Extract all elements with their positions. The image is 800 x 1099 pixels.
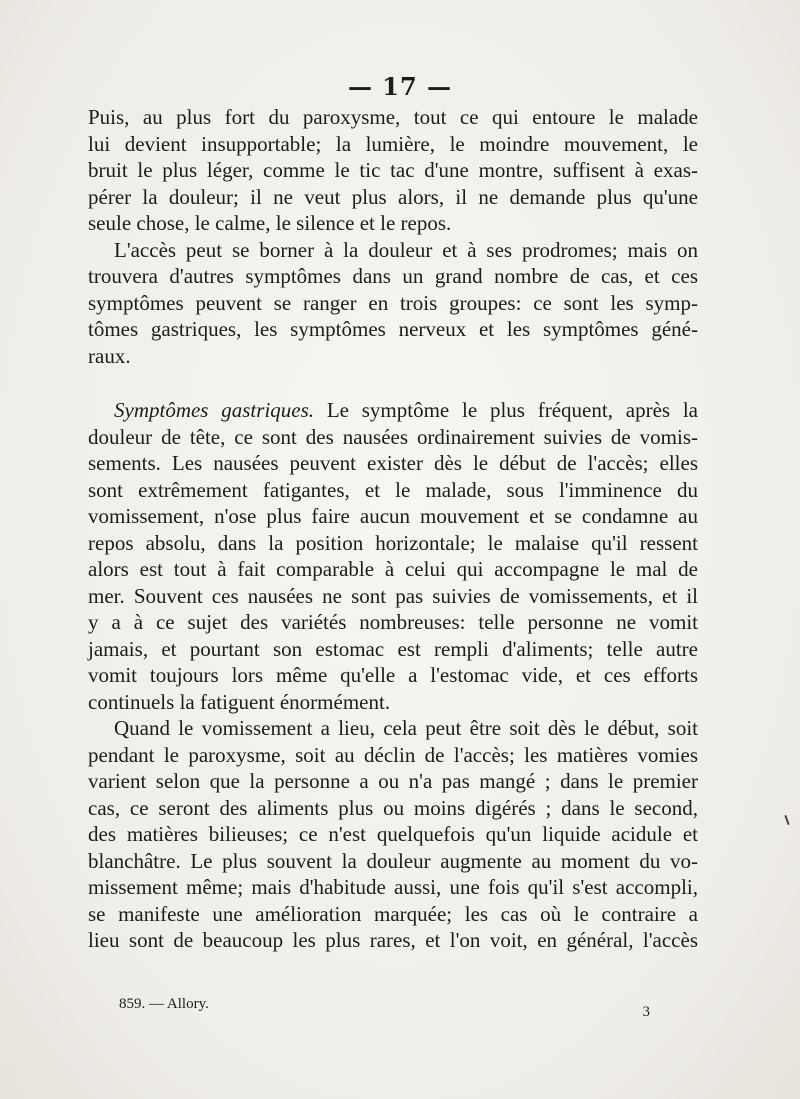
text-line: seule chose, le calme, le silence et le repos. bbox=[88, 211, 452, 235]
paragraph-spacer bbox=[88, 369, 698, 397]
text-line: tômes gastriques, les symptômes nerveux et les symptômes géné- bbox=[88, 317, 698, 341]
text-line bbox=[88, 397, 698, 424]
text-line: vomit toujours lors même qu'elle a l'estomac vide, et ces efforts bbox=[88, 663, 698, 687]
text-line: y a à ce sujet des variétés nombreuses: telle personne ne vomit bbox=[88, 610, 698, 634]
text-line: continuels la fatiguent énormément. bbox=[88, 689, 391, 714]
text-line: Puis, au plus fort du paroxysme, tout ce qui entoure le malade bbox=[88, 105, 698, 129]
text-line: pérer la douleur; il ne veut plus alors, il ne demande plus qu'une bbox=[88, 184, 698, 209]
text-line: symptômes peuvent se ranger en trois groupes: ce sont les symp- bbox=[88, 290, 698, 315]
text-run: Le symptôme le plus fréquent, après la bbox=[314, 398, 698, 422]
text-line: repos absolu, dans la position horizontale; le malaise qu'il ressent bbox=[88, 530, 698, 555]
text-line: douleur de tête, ce sont des nausées ordinairement suivies de vomis- bbox=[88, 424, 698, 449]
text-line: lui devient insupportable; la lumière, le moindre mouvement, le bbox=[88, 131, 698, 156]
page-folio: — 17 — bbox=[347, 72, 453, 101]
text-line: lieu sont de beaucoup les plus rares, et l'on voit, en général, l'accès bbox=[88, 928, 698, 952]
text-line: se manifeste une amélioration marquée; les cas où le contraire a bbox=[88, 901, 698, 926]
text-line: missement même; mais d'habitude aussi, une fois qu'il s'est accompli, bbox=[88, 875, 698, 899]
paragraph-2 bbox=[88, 237, 698, 370]
text-line: L'accès peut se borner à la douleur et à ses prodromes; mais on bbox=[114, 237, 698, 262]
text-line: jamais, et pourtant son estomac est rempli d'aliments; telle autre bbox=[88, 636, 698, 661]
page-number: 3 bbox=[642, 1004, 650, 1020]
text-line: sements. Les nausées peuvent exister dès le début de l'accès; elles bbox=[88, 451, 698, 475]
text-line: Quand le vomissement a lieu, cela peut être soit dès le début, soit bbox=[114, 716, 698, 740]
text-line: raux. bbox=[88, 343, 131, 368]
text-line: des matières bilieuses; ce n'est quelquefois qu'un liquide acidule et bbox=[88, 822, 698, 846]
printer-signature: 859. — Allory. bbox=[119, 996, 209, 1012]
text-line: cas, ce seront des aliments plus ou moins digérés ; dans le second, bbox=[88, 795, 698, 820]
paragraph-4 bbox=[88, 715, 698, 954]
text-line: vomissement, n'ose plus faire aucun mouvement et se condamne au bbox=[88, 504, 698, 528]
text-line: bruit le plus léger, comme le tic tac d'une montre, suffisent à exas- bbox=[88, 158, 698, 182]
text-line: alors est tout à fait comparable à celui qui accompagne le mal de bbox=[88, 557, 698, 581]
paragraph-1 bbox=[88, 104, 698, 237]
section-lead: Symptômes gastriques. bbox=[114, 398, 315, 422]
paragraph-3 bbox=[88, 397, 698, 715]
text-line: sont extrêmement fatigantes, et le malade, sous l'imminence du bbox=[88, 477, 698, 502]
body-text bbox=[88, 104, 698, 954]
text-line: blanchâtre. Le plus souvent la douleur augmente au moment du vo- bbox=[88, 848, 698, 873]
margin-mark bbox=[784, 815, 789, 825]
text-line: mer. Souvent ces nausées ne sont pas suivies de vomissements, et il bbox=[88, 583, 698, 608]
text-line: varient selon que la personne a ou n'a pas mangé ; dans le premier bbox=[88, 769, 698, 793]
text-line: pendant le paroxysme, soit au déclin de l'accès; les matières vomies bbox=[88, 742, 698, 767]
text-line: trouvera d'autres symptômes dans un grand nombre de cas, et ces bbox=[88, 264, 698, 288]
